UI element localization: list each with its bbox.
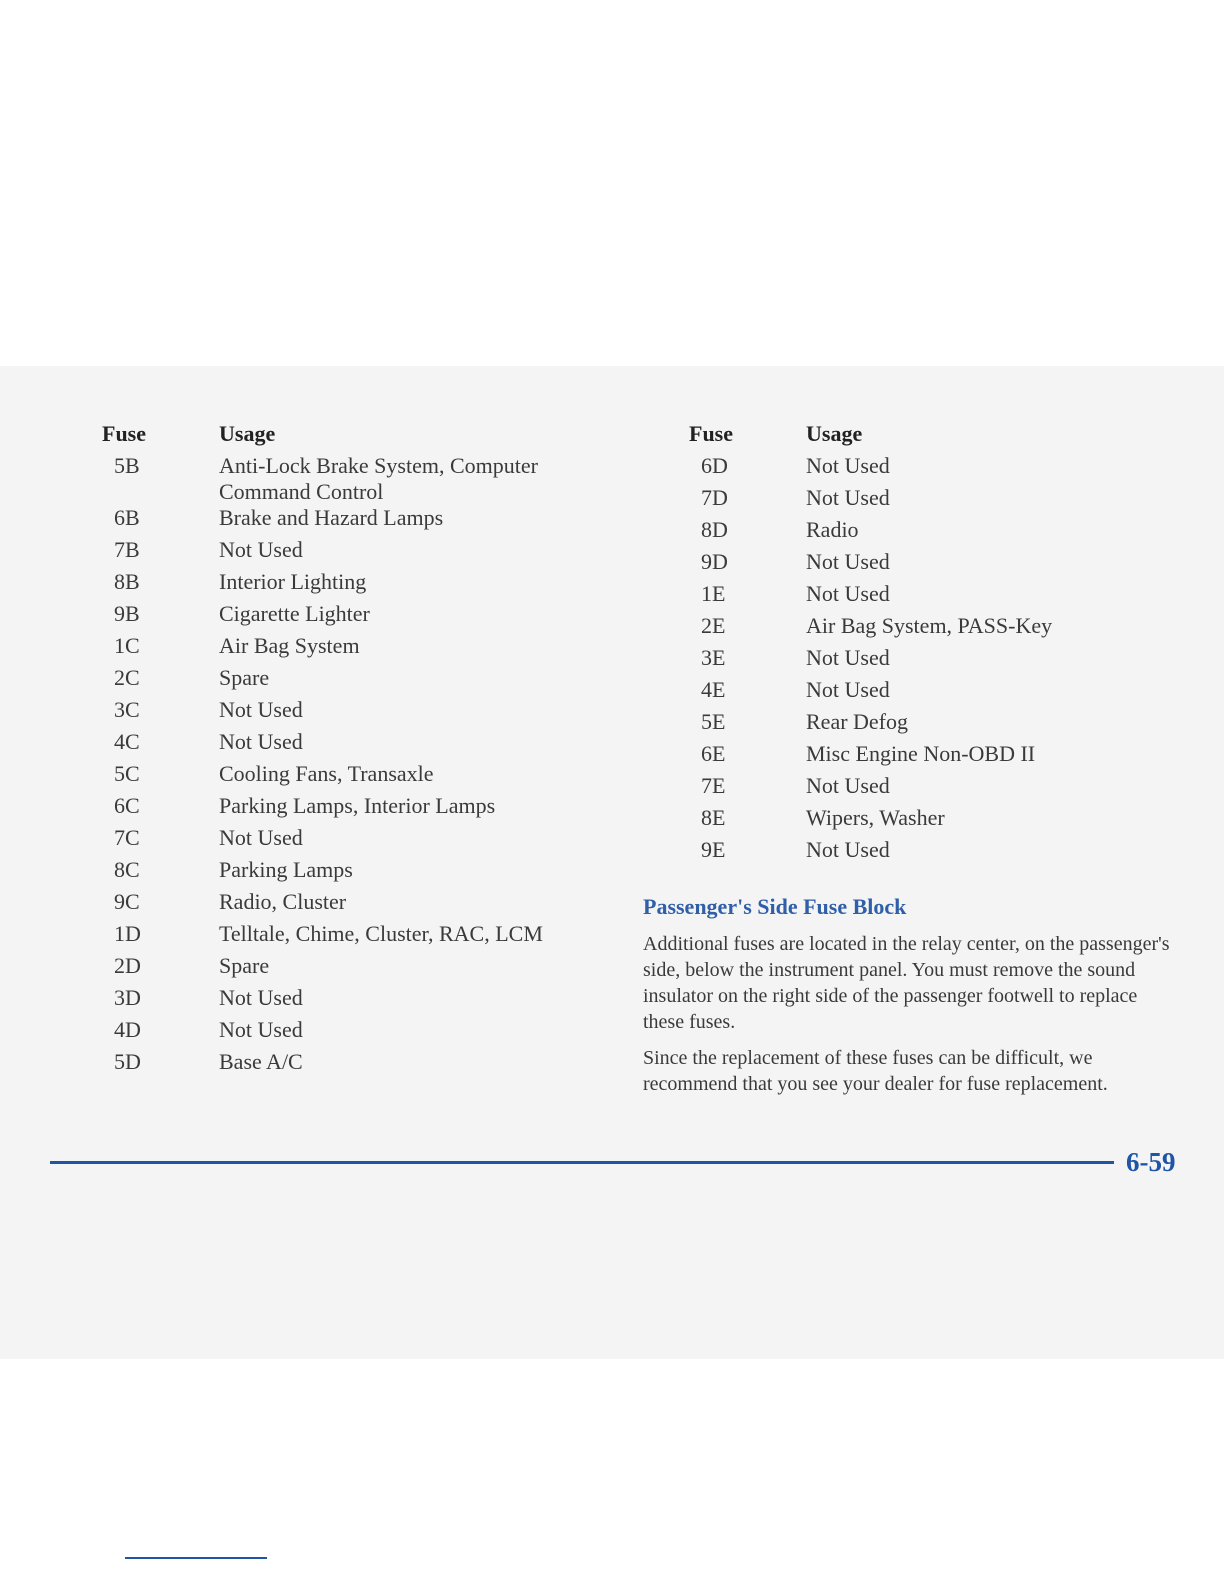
- fuse-usage: Spare: [219, 665, 270, 690]
- table-row: [689, 453, 1186, 485]
- fuse-usage: Not Used: [806, 645, 890, 670]
- fuse-usage: Not Used: [806, 581, 890, 606]
- table-row: [102, 697, 589, 729]
- table-row: [102, 921, 589, 953]
- fuse-usage: Not Used: [806, 773, 890, 798]
- fuse-id: 5C: [114, 761, 140, 786]
- table-row: [102, 453, 589, 505]
- fuse-id: 2C: [114, 665, 140, 690]
- fuse-usage: Spare: [219, 953, 270, 978]
- table-row: [689, 581, 1186, 613]
- table-row: [689, 677, 1186, 709]
- fuse-id: 8E: [701, 805, 726, 830]
- page-number: 6-59: [1126, 1147, 1176, 1177]
- fuse-id: 3E: [701, 645, 726, 670]
- fuse-usage: Cigarette Lighter: [219, 601, 370, 626]
- fuse-id: 9D: [701, 549, 728, 574]
- table-row: [102, 601, 589, 633]
- table-row: [102, 1017, 589, 1049]
- fuse-usage: Telltale, Chime, Cluster, RAC, LCM: [219, 921, 543, 946]
- fuse-id: 6C: [114, 793, 140, 818]
- table-row: [689, 613, 1186, 645]
- table-row: [689, 645, 1186, 677]
- fuse-id: 2D: [114, 953, 141, 978]
- fuse-usage: Not Used: [806, 453, 890, 478]
- section-paragraph-2: Since the replacement of these fuses can be difficult, we recommend that you see your dealer for fuse replacement.: [643, 1047, 1108, 1095]
- table-row: [689, 485, 1186, 517]
- footer-rule: [50, 1161, 1114, 1164]
- fuse-id: 6B: [114, 505, 140, 530]
- fuse-table-right-body: [689, 453, 1186, 869]
- table-row: [102, 985, 589, 1017]
- fuse-usage: Parking Lamps, Interior Lamps: [219, 793, 496, 818]
- fuse-id: 8C: [114, 857, 140, 882]
- fuse-id: 8B: [114, 569, 140, 594]
- table-header-row: [102, 421, 589, 453]
- fuse-usage: Cooling Fans, Transaxle: [219, 761, 434, 786]
- fuse-id: 4D: [114, 1017, 141, 1042]
- fuse-usage: Parking Lamps: [219, 857, 353, 882]
- fuse-id: 7B: [114, 537, 140, 562]
- table-row: [102, 825, 589, 857]
- table-row: [102, 761, 589, 793]
- fuse-usage: Rear Defog: [806, 709, 909, 734]
- fuse-usage: Misc Engine Non-OBD II: [806, 741, 1036, 766]
- fuse-id: 7E: [701, 773, 726, 798]
- fuse-id: 5E: [701, 709, 726, 734]
- fuse-id: 6D: [701, 453, 728, 478]
- fuse-id: 1E: [701, 581, 726, 606]
- fuse-id: 4E: [701, 677, 726, 702]
- table-row: [102, 569, 589, 601]
- fuse-table-left: [102, 421, 589, 1081]
- table-row: [102, 537, 589, 569]
- section-heading: Passenger's Side Fuse Block: [643, 894, 907, 919]
- section-paragraph-1: Additional fuses are located in the relay center, on the passenger's side, below the instrument panel. You must remove the sound insulator on the right side of the passenger footwell to replace these fuses.: [643, 933, 1170, 1033]
- table-row: [102, 1049, 589, 1081]
- table-row: [102, 857, 589, 889]
- bottom-rule: [125, 1557, 267, 1559]
- table-row: [102, 889, 589, 921]
- table-row: [102, 793, 589, 825]
- fuse-usage: Wipers, Washer: [806, 805, 945, 830]
- fuse-id: 3C: [114, 697, 140, 722]
- fuse-usage: Not Used: [806, 485, 890, 510]
- fuse-id: 5D: [114, 1049, 141, 1074]
- table-row: [689, 549, 1186, 581]
- fuse-usage: Not Used: [806, 677, 890, 702]
- fuse-usage: Interior Lighting: [219, 569, 367, 594]
- fuse-usage: Air Bag System: [219, 633, 360, 658]
- fuse-id: 3D: [114, 985, 141, 1010]
- fuse-table-left-body: [102, 453, 589, 1081]
- fuse-id: 5B: [114, 453, 140, 478]
- table-row: [689, 773, 1186, 805]
- fuse-usage: Radio: [806, 517, 859, 542]
- table-row: [689, 517, 1186, 549]
- fuse-id: 1C: [114, 633, 140, 658]
- fuse-table-right: [689, 421, 1186, 869]
- usage-column-header: Usage: [219, 421, 276, 446]
- fuse-column-header: Fuse: [689, 421, 733, 446]
- table-row: [102, 505, 589, 537]
- fuse-id: 7D: [701, 485, 728, 510]
- table-row: [689, 741, 1186, 773]
- table-row: [102, 633, 589, 665]
- fuse-id: 2E: [701, 613, 726, 638]
- table-row: [102, 665, 589, 697]
- table-header-row: [689, 421, 1186, 453]
- fuse-column-header: Fuse: [102, 421, 146, 446]
- fuse-usage: Not Used: [219, 729, 303, 754]
- fuse-usage: Radio, Cluster: [219, 889, 347, 914]
- fuse-usage: Not Used: [219, 985, 303, 1010]
- table-row: [102, 953, 589, 985]
- usage-column-header: Usage: [806, 421, 863, 446]
- table-row: [689, 709, 1186, 741]
- fuse-usage: Not Used: [219, 825, 303, 850]
- fuse-id: 6E: [701, 741, 726, 766]
- fuse-usage: Base A/C: [219, 1049, 303, 1074]
- fuse-usage: Not Used: [806, 837, 890, 862]
- fuse-usage: Not Used: [219, 697, 303, 722]
- fuse-id: 9E: [701, 837, 726, 862]
- fuse-id: 1D: [114, 921, 141, 946]
- fuse-id: 4C: [114, 729, 140, 754]
- fuse-id: 9B: [114, 601, 140, 626]
- fuse-usage: Not Used: [219, 537, 303, 562]
- table-row: [102, 729, 589, 761]
- fuse-usage: Not Used: [219, 1017, 303, 1042]
- fuse-usage: Brake and Hazard Lamps: [219, 505, 444, 530]
- table-row: [689, 837, 1186, 869]
- fuse-usage: Anti-Lock Brake System, Computer Command Control: [219, 453, 538, 504]
- fuse-usage: Air Bag System, PASS-Key: [806, 613, 1053, 638]
- fuse-id: 8D: [701, 517, 728, 542]
- fuse-usage: Not Used: [806, 549, 890, 574]
- fuse-id: 9C: [114, 889, 140, 914]
- fuse-id: 7C: [114, 825, 140, 850]
- table-row: [689, 805, 1186, 837]
